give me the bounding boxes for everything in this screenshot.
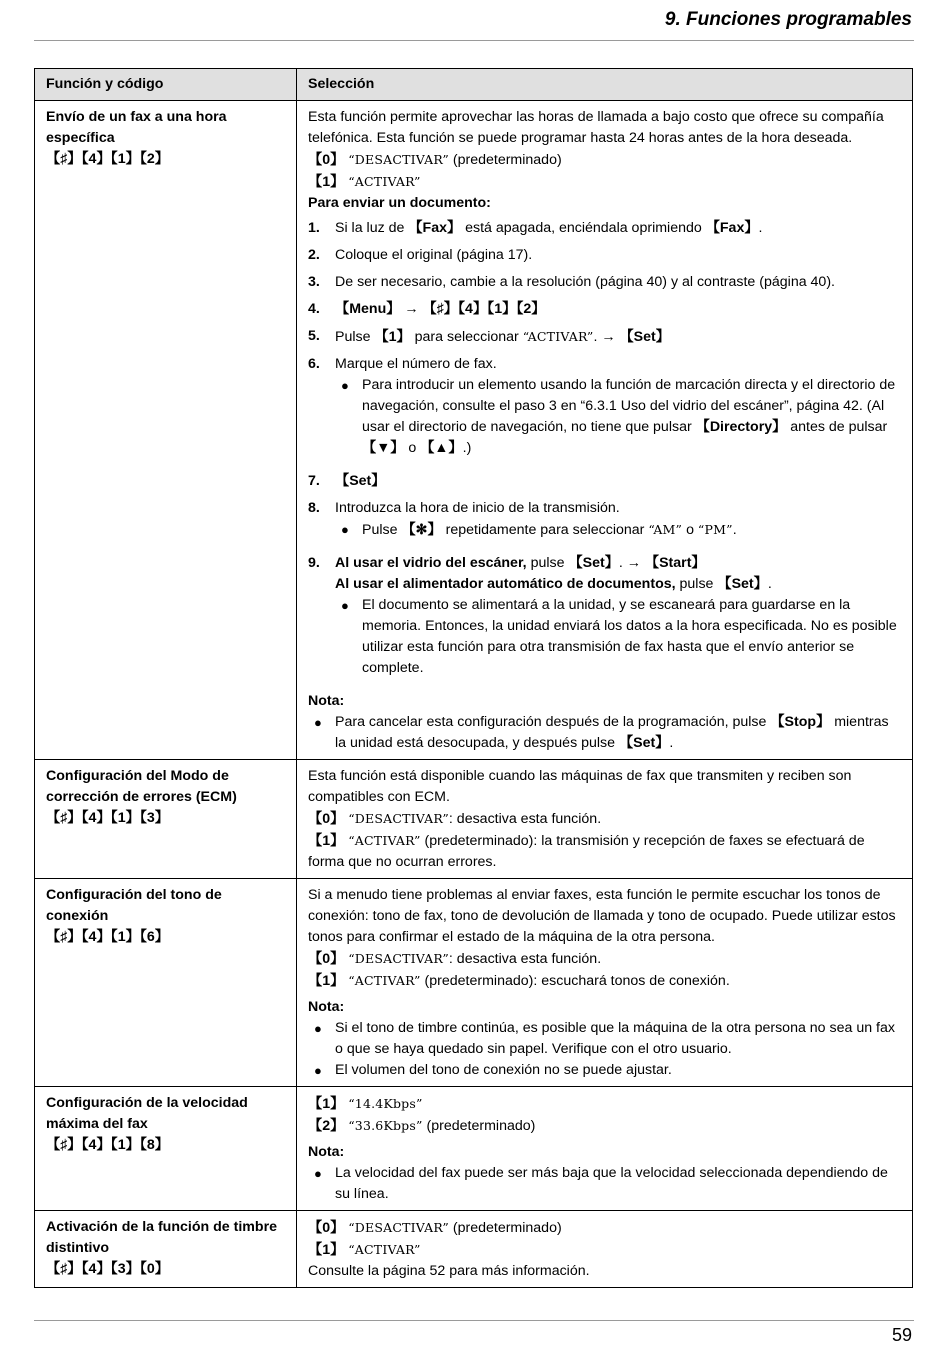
bullet-icon: ● — [314, 1063, 322, 1078]
note-item: ● La velocidad del fax puede ser más baja que la velocidad seleccionada dependiendo de su línea. — [308, 1163, 901, 1205]
option-line: 【1】 “14.4Kbps” — [308, 1096, 423, 1112]
selection-cell — [297, 1211, 913, 1288]
note-list — [308, 1018, 901, 1081]
table-row — [35, 1211, 913, 1288]
step-number: 4. — [308, 301, 320, 317]
bullet-list — [335, 375, 901, 459]
note-title: Nota: — [308, 1144, 345, 1160]
function-code: 【♯】【4】【1】【6】 — [46, 929, 169, 945]
note-item: ● Si el tono de timbre continúa, es posible que la máquina de la otra persona no sea un fax o que se haya quedado sin papel. Verifique con el otro usuario. — [308, 1018, 901, 1060]
option-note: (predeterminado) — [448, 152, 562, 168]
option-key: 【1】 — [308, 174, 345, 190]
step-number: 6. — [308, 356, 320, 372]
step-number: 8. — [308, 500, 320, 516]
selection-cell — [297, 879, 913, 1087]
bullet-icon: ● — [341, 522, 349, 537]
bullet-icon: ● — [341, 378, 349, 393]
table-row — [35, 1087, 913, 1211]
step-text: Pulse 【1】 para seleccionar “ACTIVAR”. → 【Set】 — [335, 329, 670, 345]
arrow-icon: → — [400, 301, 423, 317]
option-line — [308, 149, 901, 171]
bullet-icon: ● — [341, 598, 349, 613]
function-description: Esta función permite aprovechar las horas de llamada a bajo costo que ofrece su compañía telefónica. Esta función se puede programar hasta 24 horas antes de la hora deseada. — [308, 109, 884, 146]
procedure-steps — [308, 218, 901, 685]
step-item — [308, 471, 901, 492]
option-line: 【1】 “ACTIVAR” (predeterminado): escuchará tonos de conexión. — [308, 973, 730, 989]
function-code: 【♯】【4】【1】【2】 — [46, 151, 169, 167]
step-number: 2. — [308, 247, 320, 263]
step-text: 【Menu】 → 【♯】【4】【1】【2】 — [335, 301, 546, 317]
function-cell — [35, 879, 297, 1087]
page-number: 59 — [891, 1325, 912, 1345]
function-code: 【♯】【4】【3】【0】 — [46, 1261, 169, 1277]
column-header-selection: Selección — [297, 69, 913, 101]
option-line: 【0】 “DESACTIVAR”: desactiva esta función. — [308, 811, 602, 827]
header-divider — [34, 40, 914, 41]
section-title: 9. Funciones programables — [664, 9, 912, 30]
bullet-icon: ● — [314, 715, 322, 730]
note-item: ● Para cancelar esta configuración después de la programación, pulse 【Stop】 mientras la unidad está desocupada, y después pulse 【Set】. — [308, 712, 901, 754]
step-item — [308, 553, 901, 685]
option-line — [308, 171, 901, 193]
bullet-item: ● Para introducir un elemento usando la función de marcación directa y el directorio de navegación, consulte el paso 3 en “6.3.1 Uso del vidrio del escáner”, página 42. (Al usar el directorio de navegación, no tiene que pulsar 【Directory】 antes de pulsar 【▼】 o 【▲】.) — [335, 375, 901, 459]
note-list — [308, 1163, 901, 1205]
step-item — [308, 326, 901, 348]
function-cell — [35, 101, 297, 760]
option-line: 【2】 “33.6Kbps” (predeterminado) — [308, 1118, 536, 1134]
bullet-list — [335, 519, 901, 541]
step-number: 7. — [308, 473, 320, 489]
function-cell — [35, 1211, 297, 1288]
selection-cell — [297, 1087, 913, 1211]
table-header-row — [35, 69, 913, 101]
note-title: Nota: — [308, 693, 345, 709]
option-value: “ACTIVAR” — [348, 174, 421, 189]
step-text: Si la luz de 【Fax】 está apagada, enciéndala oprimiendo 【Fax】. — [335, 220, 763, 236]
table-row — [35, 879, 913, 1087]
option-key: 【0】 — [308, 152, 345, 168]
step-text: De ser necesario, cambie a la resolución (página 40) y al contraste (página 40). — [335, 274, 835, 290]
function-name: Configuración del Modo de corrección de errores (ECM) — [46, 768, 237, 805]
function-code: 【♯】【4】【1】【8】 — [46, 1137, 169, 1153]
function-name: Configuración de la velocidad máxima del fax — [46, 1095, 248, 1132]
step-number: 1. — [308, 220, 320, 236]
footer-divider — [34, 1320, 914, 1321]
selection-cell — [297, 760, 913, 879]
table-row — [35, 101, 913, 760]
step-number: 3. — [308, 274, 320, 290]
reference-text: Consulte la página 52 para más información. — [308, 1263, 590, 1279]
step-number: 5. — [308, 328, 320, 344]
bullet-list — [335, 595, 901, 679]
programmable-features-table — [34, 68, 913, 1288]
step-item — [308, 218, 901, 239]
step-item — [308, 272, 901, 293]
function-name: Configuración del tono de conexión — [46, 887, 222, 924]
step-text: Al usar el vidrio del escáner, pulse 【Set】. → 【Start】 Al usar el alimentador automático de documentos, pulse 【Set】. ● El documento se alimentará a la unidad, y se escaneará para guardarse en la memoria. Entonces, la unidad enviará los datos a la hora especificada. No es posible utilizar esta función para otra transmisión de fax hasta que el envío anterior se complete. — [335, 553, 901, 685]
bullet-icon: ● — [314, 1021, 322, 1036]
step-item — [308, 498, 901, 547]
function-cell — [35, 760, 297, 879]
option-value: “DESACTIVAR” — [348, 152, 449, 167]
note-list — [308, 712, 901, 754]
function-name: Envío de un fax a una hora específica — [46, 109, 227, 146]
column-header-function: Función y código — [35, 69, 297, 101]
step-text: Marque el número de fax. ● Para introducir un elemento usando la función de marcación directa y el directorio de navegación, consulte el paso 3 en “6.3.1 Uso del vidrio del escáner”, página 42. (Al usar el directorio de navegación, no tiene que pulsar 【Directory】 antes de pulsar 【▼】 o 【▲】.) — [335, 354, 901, 465]
step-item — [308, 354, 901, 465]
option-line: 【1】 “ACTIVAR” — [308, 1242, 421, 1258]
function-description: Esta función está disponible cuando las máquinas de fax que transmiten y reciben son compatibles con ECM. — [308, 768, 852, 805]
table-row — [35, 760, 913, 879]
function-description: Si a menudo tiene problemas al enviar faxes, esta función le permite escuchar los tonos de conexión: tono de fax, tono de devolución de llamada y tono de ocupado. Puede utilizar estos tonos para confirmar el estado de la máquina de la otra persona. — [308, 887, 896, 945]
option-line: 【0】 “DESACTIVAR”: desactiva esta función. — [308, 951, 602, 967]
note-title: Nota: — [308, 999, 345, 1015]
step-text: Coloque el original (página 17). — [335, 247, 533, 263]
note-item: ● El volumen del tono de conexión no se puede ajustar. — [308, 1060, 901, 1081]
step-item — [308, 299, 901, 320]
procedure-title: Para enviar un documento: — [308, 195, 491, 211]
step-number: 9. — [308, 555, 320, 571]
function-cell — [35, 1087, 297, 1211]
function-name: Activación de la función de timbre distintivo — [46, 1219, 277, 1256]
step-text: Introduzca la hora de inicio de la transmisión. ● Pulse 【✻】 repetidamente para seleccionar “AM” o “PM”. — [335, 498, 901, 547]
step-item — [308, 245, 901, 266]
function-code: 【♯】【4】【1】【3】 — [46, 810, 169, 826]
bullet-item: ● El documento se alimentará a la unidad, y se escaneará para guardarse en la memoria. Entonces, la unidad enviará los datos a la hora especificada. No es posible utilizar esta función para otra transmisión de fax hasta que el envío anterior se complete. — [335, 595, 901, 679]
selection-cell — [297, 101, 913, 760]
step-text: 【Set】 — [335, 473, 386, 489]
option-line: 【1】 “ACTIVAR” (predeterminado): la transmisión y recepción de faxes se efectuará de forma que no ocurran errores. — [308, 833, 865, 870]
option-line: 【0】 “DESACTIVAR” (predeterminado) — [308, 1220, 562, 1236]
bullet-item: ● Pulse 【✻】 repetidamente para seleccionar “AM” o “PM”. — [335, 519, 901, 541]
bullet-icon: ● — [314, 1166, 322, 1181]
